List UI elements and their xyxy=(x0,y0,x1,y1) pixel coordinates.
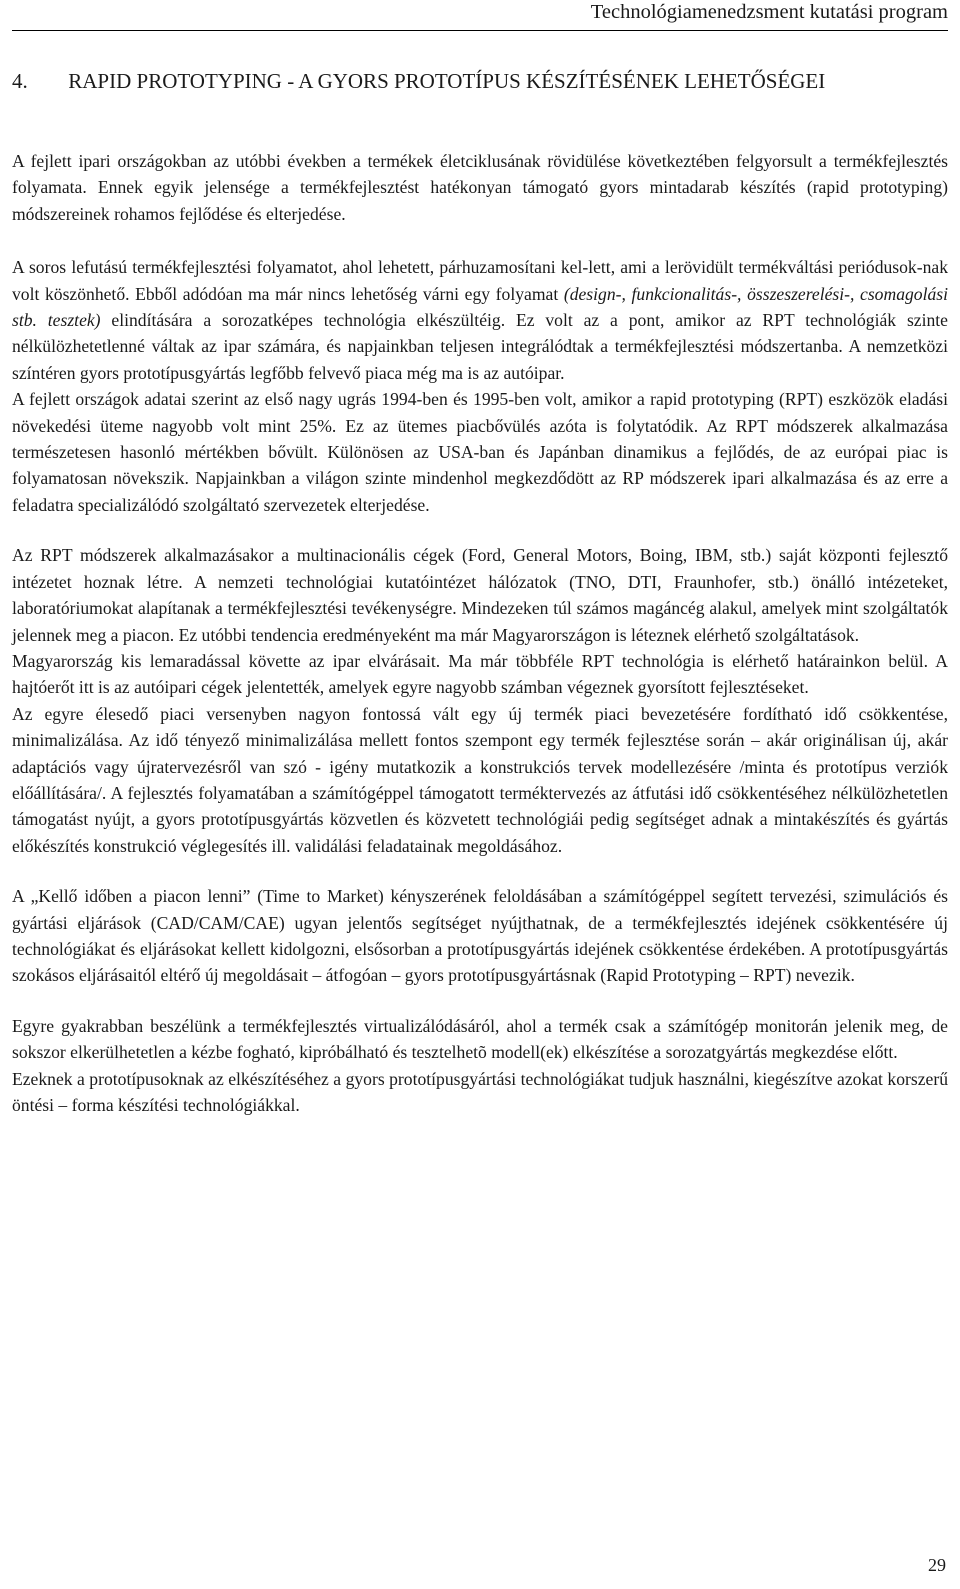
paragraph: A „Kellő időben a piacon lenni” (Time to Market) kényszerének feloldásában a számítógéppel segített tervezési, szimulációs és gyártási eljárások (CAD/CAM/CAE) ugyan jelentős segítséget nyújthatnak, de a termékfejlesztés idejének csökkentésére új technológiákat és eljárásokat kellett kidolgozni, elsősorban a prototípusgyártás idejének csökkentése érdekében. A prototípusgyártás szokásos eljárásaitól eltérő új megoldásait – átfogóan – gyors prototípusgyártásnak (Rapid Prototyping – RPT) nevezik. xyxy=(12,886,948,986)
paragraph: A fejlett országok adatai szerint az első nagy ugrás 1994-ben és 1995-ben volt, amikor a rapid prototyping (RPT) eszközök eladási növekedési üteme nagyobb volt mint 25%. Ez az ütemes piacbővülés azóta is folytatódik. Az RPT módszerek alkalmazása természetesen hasonló mértékben bővült. Különösen az USA-ban és Japánban dinamikus a fejlődés, de az európai piac is folyamatosan növekszik. Napjainkban a világon szinte mindenhol megkezdődött az RP módszerek ipari alkalmazása és az erre a feladatra specializálódó szolgáltató szervezetek elterjedése. xyxy=(12,389,948,515)
running-header xyxy=(12,0,948,31)
paragraph-italic-text: (design-, funkcionalitás-, összeszerelési-, csomagolási stb. tesztek) xyxy=(12,283,948,331)
paragraph: A fejlett ipari országokban az utóbbi években a termékek életciklusának rövidülése következtében felgyorsult a termékfejlesztés folyamata. Ennek egyik jelensége a termékfejlesztést hatékonyan támogató gyors mintadarab készítés (rapid prototyping) módszereinek rohamos fejlődése és elterjedése. xyxy=(12,151,948,224)
paragraph: Magyarország kis lemaradással követte az ipar elvárásait. Ma már többféle RPT technológia is elérhető határainkon belül. A hajtóerőt itt is az autóipari cégek jelentették, amelyek egyre nagyobb számban végeznek gyorsított fejlesztéseket. xyxy=(12,650,948,698)
paragraph: Az egyre élesedő piaci versenyben nagyon fontossá vált egy új termék piaci bevezetésére fordítható idő csökkentése, minimalizálása. Az idő tényező minimalizálása mellett fontos szempont egy termék fejlesztése során – akár originálisan új, akár adaptációs vagy újratervezésről van szó - igény mutatkozik a konstrukciós tervek modellezésére /minta és prototípus verziók előállítására/. A fejlesztés folyamatában a számítógéppel támogatott terméktervezés az átfutási idő csökkentéséhez nélkülözhetetlen támogatást nyújt, a gyors prototípusgyártás közvetlen és közvetett technológiái pedig segítséget adnak a mintakészítés és gyártás előkészítés konstrukció véglegesítés ill. validálási feladatainak megoldásához. xyxy=(12,703,948,856)
paragraph: Ezeknek a prototípusoknak az elkészítéséhez a gyors prototípusgyártási technológiákat tudjuk használni, kiegészítve azokat korszerű öntési – forma készítési technológiákkal. xyxy=(12,1068,948,1115)
running-title: Technológiamenedzsment kutatási program xyxy=(590,1,948,23)
paragraph: Egyre gyakrabban beszélünk a termékfejlesztés virtualizálódásáról, ahol a termék csak a számítógép monitorán jelenik meg, de sokszor elkerülhetetlen a kézbe fogható, kipróbálható és tesztelhetõ modell(ek) elkészítése a sorozatgyártás megkezdése előtt. xyxy=(12,1015,948,1063)
section-title-text: RAPID PROTOTYPING - A GYORS PROTOTÍPUS KÉSZÍTÉSÉNEK LEHETŐSÉGEI xyxy=(68,69,826,93)
document-body xyxy=(12,148,948,1118)
paragraph: Az RPT módszerek alkalmazásakor a multinacionális cégek (Ford, General Motors, Boing, IBM, stb.) saját központi fejlesztő intézetet hoznak létre. A nemzeti technológiai kutatóintézet hálózatok (TNO, DTI, Fraunhofer, stb.) önálló intézeteket, laboratóriumokat alapítanak a termékfejlesztési tevékenységre. Mindezeken túl számos magáncég alakul, amelyek mint szolgáltatók jelennek meg a piacon. Ez utóbbi tendencia eredményeként ma már Magyarországon is léteznek elérhető szolgáltatások. xyxy=(12,545,948,645)
paragraph-text: elindítására a sorozatképes technológia elkészültéig. Ez volt az a pont, amikor az RPT technológiák szinte nélkülözhetetlenné váltak az ipar számára, és napjainkban teljesen integrálódtak a termékfejlesztési módszertanba. A nemzetközi színtéren gyors prototípusgyártás legfőbb felvevő piaca még ma is az autóipar. xyxy=(12,310,948,383)
section-number: 4. xyxy=(12,69,28,93)
paragraph-text: A soros lefutású termékfejlesztési folyamatot, ahol lehetett, párhuzamosítani kel-lett, ami a lerövidült termékváltási periódusok-nak volt köszönhető. Ebből adódóan ma már nincs lehetőség várni egy folyamat xyxy=(12,257,948,304)
section-title xyxy=(12,66,948,97)
page-number: 29 xyxy=(928,1555,946,1575)
paragraph xyxy=(12,254,948,386)
